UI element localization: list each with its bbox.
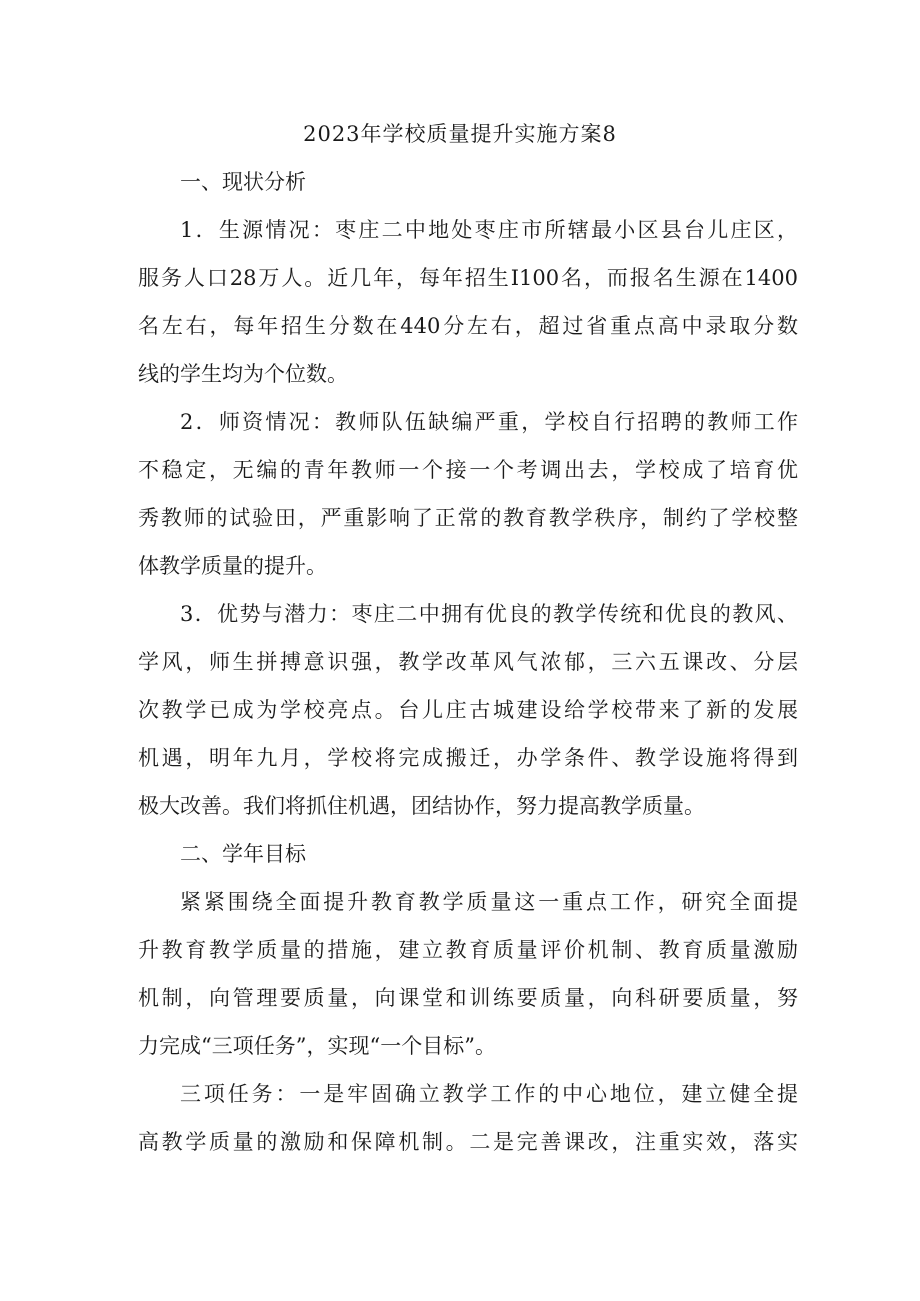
section-heading-status-analysis: 一、现状分析 [180,170,306,194]
section-heading-annual-goals: 二、学年目标 [180,842,306,866]
paragraph-line: 不稳定，无编的青年教师一个接一个考调出去，学校成了培育优 [138,458,798,482]
paragraph-line: 体教学质量的提升。 [138,554,327,578]
paragraph-line: 三项任务：一是牢固确立教学工作的中心地位，建立健全提 [180,1082,798,1106]
paragraph-line: 秀教师的试验田，严重影响了正常的教育教学秩序，制约了学校整 [138,506,798,530]
paragraph-line: 机制，向管理要质量，向课堂和训练要质量，向科研要质量，努 [138,986,798,1010]
paragraph-line: 2．师资情况：教师队伍缺编严重，学校自行招聘的教师工作 [180,410,798,434]
paragraph-line: 线的学生均为个位数。 [138,362,348,386]
paragraph-line: 次教学已成为学校亮点。台儿庄古城建设给学校带来了新的发展 [138,698,798,722]
paragraph-line: 学风，师生拼搏意识强，教学改革风气浓郁，三六五课改、分层 [138,650,798,674]
paragraph-line: 极大改善。我们将抓住机遇，团结协作，努力提高教学质量。 [138,794,705,818]
paragraph-line: 升教育教学质量的措施，建立教育质量评价机制、教育质量激励 [138,938,798,962]
paragraph-line: 名左右，每年招生分数在440分左右，超过省重点高中录取分数 [138,314,798,338]
document-title: 2023年学校质量提升实施方案8 [303,122,617,146]
paragraph-line: 力完成“三项任务”，实现“一个目标”。 [138,1034,496,1058]
paragraph-line: 机遇，明年九月，学校将完成搬迁，办学条件、教学设施将得到 [138,746,798,770]
paragraph-line: 3．优势与潜力：枣庄二中拥有优良的教学传统和优良的教风、 [180,602,798,626]
paragraph-line: 紧紧围绕全面提升教育教学质量这一重点工作，研究全面提 [180,890,798,914]
paragraph-line: 服务人口28万人。近几年，每年招生I100名，而报名生源在1400 [138,266,798,290]
paragraph-line: 高教学质量的激励和保障机制。二是完善课改，注重实效，落实 [138,1130,798,1154]
paragraph-line: 1．生源情况：枣庄二中地处枣庄市所辖最小区县台儿庄区， [180,218,798,242]
